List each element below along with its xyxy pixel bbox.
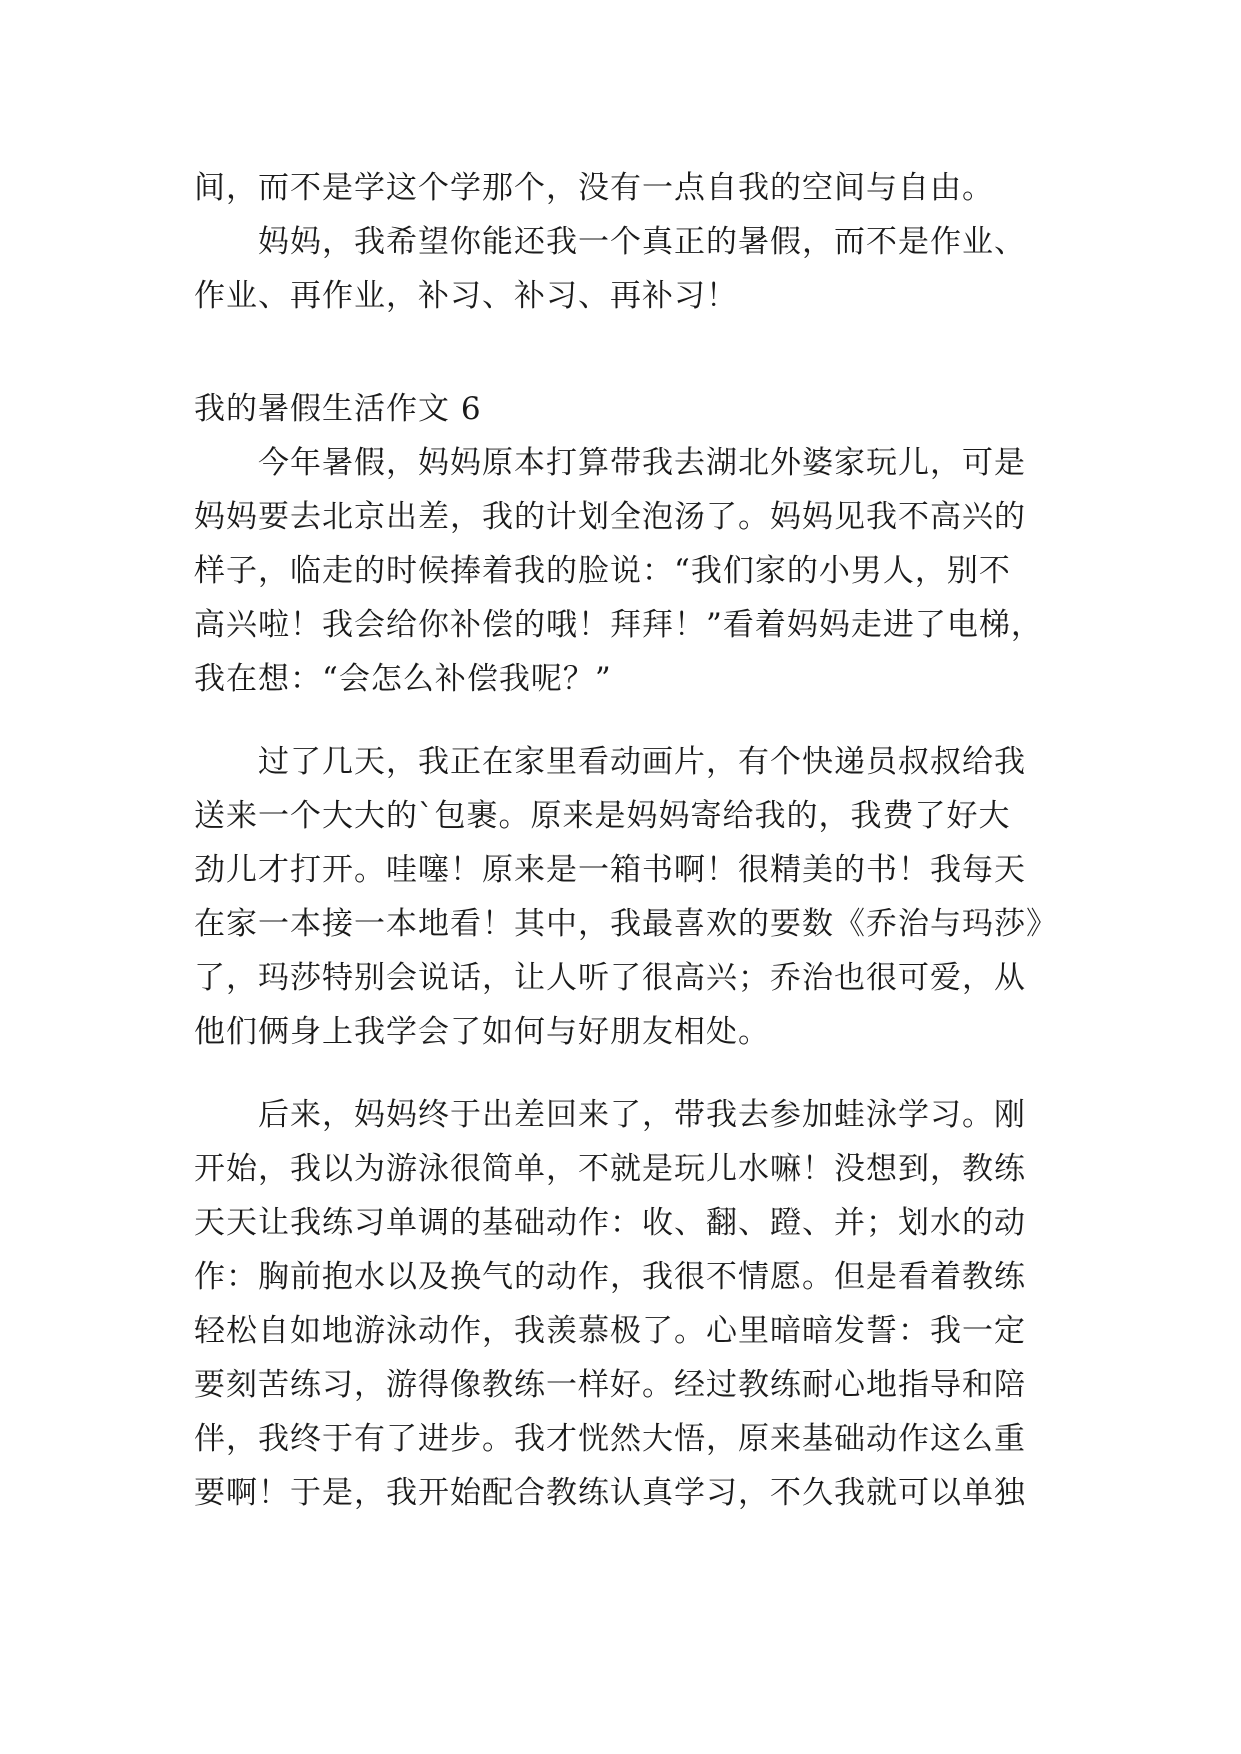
text-line: 开始，我以为游泳很简单，不就是玩儿水嘛！没想到，教练	[194, 1151, 1026, 1187]
text-line: 间，而不是学这个学那个，没有一点自我的空间与自由。	[194, 170, 994, 206]
text-line: 他们俩身上我学会了如何与好朋友相处。	[194, 1014, 770, 1050]
text-line: 妈妈要去北京出差，我的计划全泡汤了。妈妈见我不高兴的	[194, 499, 1026, 535]
text-line: 妈妈，我希望你能还我一个真正的暑假，而不是作业、	[258, 224, 1026, 260]
text-line: 过了几天，我正在家里看动画片，有个快递员叔叔给我	[258, 744, 1026, 780]
text-line: 在家一本接一本地看！其中，我最喜欢的要数《乔治与玛莎》	[194, 906, 1058, 942]
text-line: 了，玛莎特别会说话，让人听了很高兴；乔治也很可爱，从	[194, 960, 1026, 996]
section-title: 我的暑假生活作文 6	[194, 391, 482, 427]
text-line: 作：胸前抱水以及换气的动作，我很不情愿。但是看着教练	[194, 1259, 1026, 1295]
text-line: 作业、再作业，补习、补习、再补习！	[194, 278, 738, 314]
text-line: 样子，临走的时候捧着我的脸说：“我们家的小男人，别不	[194, 553, 1011, 589]
text-line: 要刻苦练习，游得像教练一样好。经过教练耐心地指导和陪	[194, 1367, 1026, 1403]
text-line: 天天让我练习单调的基础动作：收、翻、蹬、并；划水的动	[194, 1205, 1026, 1241]
text-line: 我在想：“会怎么补偿我呢？”	[194, 661, 612, 697]
text-line: 今年暑假，妈妈原本打算带我去湖北外婆家玩儿，可是	[258, 445, 1026, 481]
text-line: 要啊！于是，我开始配合教练认真学习，不久我就可以单独	[194, 1475, 1026, 1511]
text-line: 后来，妈妈终于出差回来了，带我去参加蛙泳学习。刚	[258, 1097, 1026, 1133]
text-line: 送来一个大大的`包裹。原来是妈妈寄给我的，我费了好大	[194, 798, 1011, 834]
text-line: 劲儿才打开。哇噻！原来是一箱书啊！很精美的书！我每天	[194, 852, 1026, 888]
text-line: 伴，我终于有了进步。我才恍然大悟，原来基础动作这么重	[194, 1421, 1026, 1457]
text-line: 高兴啦！我会给你补偿的哦！拜拜！”看着妈妈走进了电梯，	[194, 607, 1043, 643]
text-line: 轻松自如地游泳动作，我羡慕极了。心里暗暗发誓：我一定	[194, 1313, 1026, 1349]
